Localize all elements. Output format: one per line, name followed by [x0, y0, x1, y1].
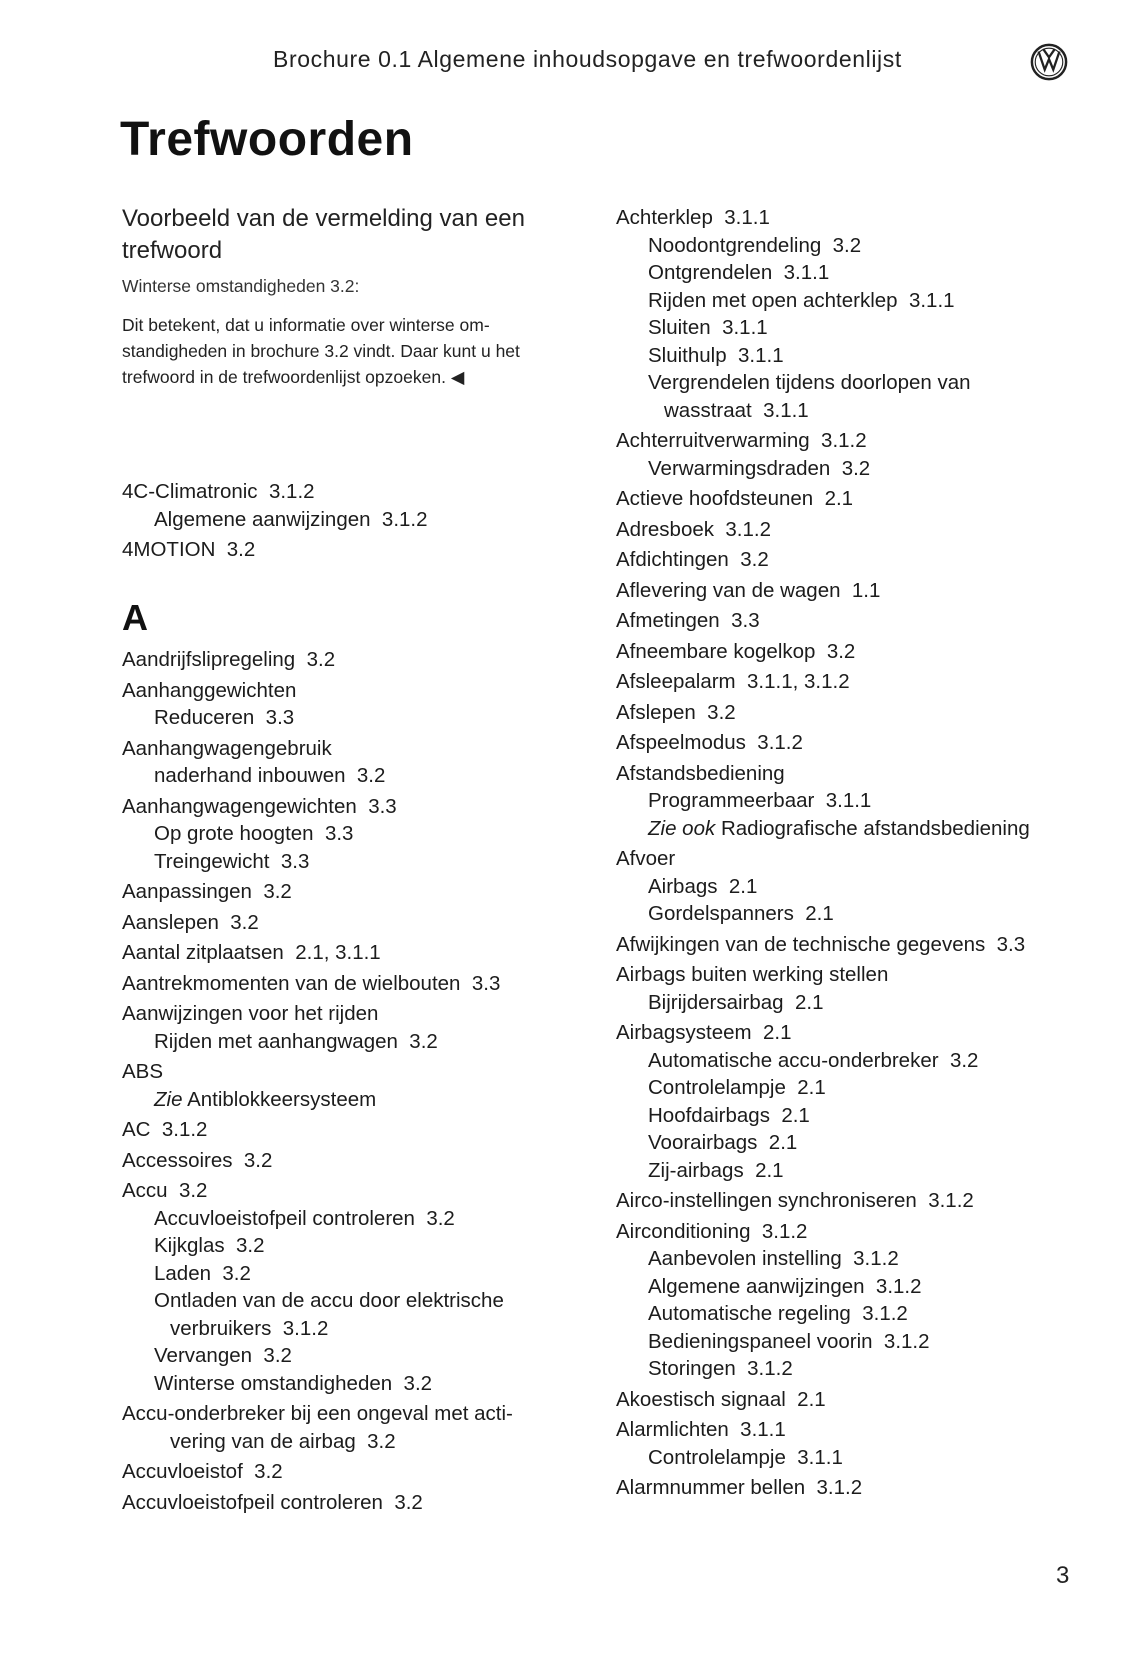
index-subentry — [616, 815, 1030, 843]
index-entry — [122, 1116, 513, 1144]
index-entry-text: Accuvloeistofpeil controleren 3.2 — [122, 1490, 423, 1514]
index-entry — [122, 970, 513, 998]
index-entry — [616, 1474, 1030, 1502]
index-entry-text: Afslepen 3.2 — [616, 700, 736, 724]
index-entry-text: naderhand inbouwen 3.2 — [154, 764, 386, 787]
index-entry-text: Vervangen 3.2 — [154, 1344, 292, 1367]
index-entry-text: Adresboek 3.1.2 — [616, 517, 771, 541]
letter-heading: A — [122, 597, 148, 638]
intro-text — [122, 312, 582, 390]
index-entry — [122, 793, 513, 821]
index-subentry — [616, 1129, 1030, 1157]
index-entry-text: Hoofdairbags 2.1 — [648, 1103, 810, 1127]
index-entry-text: Airconditioning 3.1.2 — [616, 1219, 808, 1243]
index-entry — [122, 1458, 513, 1486]
index-entry — [616, 1416, 1030, 1444]
page-title: Trefwoorden — [120, 113, 414, 166]
index-entry-text: Rijden met open achterklep 3.1.1 — [648, 288, 955, 312]
index-entry-text: Reduceren 3.3 — [154, 706, 295, 729]
index-entry-text: Airbags buiten werking stellen — [616, 963, 889, 986]
index-subentry — [616, 1074, 1030, 1102]
index-subentry — [122, 1028, 513, 1056]
index-subentry — [616, 1102, 1030, 1130]
index-entry-text: Vergrendelen tijdens doorlopen van — [648, 371, 971, 394]
running-header: Brochure 0.1 Algemene inhoudsopgave en trefwoordenlijst — [273, 46, 902, 72]
index-entry-text: Afdichtingen 3.2 — [616, 548, 769, 571]
index-entry — [122, 878, 513, 906]
index-entry — [616, 607, 1030, 635]
index-subentry — [616, 342, 1030, 370]
index-entry-text: Airbagsysteem 2.1 — [616, 1021, 792, 1044]
index-entry — [122, 1000, 513, 1028]
index-entry-text: Bedieningspaneel voorin 3.1.2 — [648, 1329, 930, 1353]
index-subentry — [616, 455, 1030, 483]
index-subentry — [122, 1342, 513, 1370]
index-entry-text: Storingen 3.1.2 — [648, 1357, 793, 1380]
index-entry-text: wasstraat 3.1.1 — [664, 398, 809, 422]
see-reference-label: Zie — [154, 1087, 183, 1111]
index-entry-text: Sluithulp 3.1.1 — [648, 343, 784, 367]
index-entry-text: Automatische accu-onderbreker 3.2 — [648, 1048, 979, 1072]
index-right-column — [616, 201, 1030, 1502]
index-subentry — [616, 900, 1030, 928]
index-entry-continuation — [122, 1428, 513, 1456]
vw-logo-icon — [1030, 43, 1068, 81]
index-entry-text: Afstandsbediening — [616, 761, 785, 785]
intro-heading: Voorbeeld van de vermelding van een trefwoord — [122, 205, 525, 264]
index-entry-text: Zij-airbags 2.1 — [648, 1158, 784, 1182]
index-entry-text: Actieve hoofdsteunen 2.1 — [616, 487, 854, 510]
index-entry-text: Controlelampje 2.1 — [648, 1076, 826, 1099]
index-subentry — [122, 1260, 513, 1288]
index-entry — [616, 729, 1030, 757]
index-numeric-list — [122, 475, 428, 564]
index-entry-text: Noodontgrendeling 3.2 — [648, 233, 862, 257]
index-entry — [616, 204, 1030, 232]
index-subentry — [122, 820, 513, 848]
index-subentry — [616, 259, 1030, 287]
index-entry — [616, 485, 1030, 513]
index-subentry — [616, 1047, 1030, 1075]
index-entry — [616, 577, 1030, 605]
index-entry — [616, 1187, 1030, 1215]
index-entry-text: Afneembare kogelkop 3.2 — [616, 639, 856, 663]
index-subentry — [122, 1086, 513, 1114]
index-entry-text: Accu 3.2 — [122, 1179, 208, 1202]
index-entry — [616, 760, 1030, 788]
index-subentry — [616, 1328, 1030, 1356]
index-entry — [122, 1058, 513, 1086]
index-entry — [122, 1147, 513, 1175]
index-entry-text: Kijkglas 3.2 — [154, 1234, 265, 1257]
index-entry-text: Ontgrendelen 3.1.1 — [648, 261, 830, 284]
index-entry-text: Aandrijfslipregeling 3.2 — [122, 648, 336, 671]
index-subentry — [616, 1245, 1030, 1273]
index-entry-text: Winterse omstandigheden 3.2 — [154, 1371, 433, 1395]
index-entry — [122, 646, 513, 674]
index-entry-text: Aanhangwagengebruik — [122, 736, 332, 760]
end-marker-icon: ◀ — [450, 367, 465, 387]
index-entry-text: Alarmnummer bellen 3.1.2 — [616, 1476, 863, 1499]
index-entry-text: 4MOTION 3.2 — [122, 538, 256, 561]
index-entry-text: Sluiten 3.1.1 — [648, 316, 768, 339]
index-subentry — [122, 848, 513, 876]
index-entry — [616, 546, 1030, 574]
index-entry-text: Achterruitverwarming 3.1.2 — [616, 429, 867, 452]
index-entry-text: Afmetingen 3.3 — [616, 609, 760, 632]
index-entry-text: Afsleepalarm 3.1.1, 3.1.2 — [616, 670, 850, 693]
index-entry-text: ABS — [122, 1060, 164, 1083]
index-entry-text: Ontladen van de accu door elektrische — [154, 1289, 504, 1312]
index-entry — [122, 909, 513, 937]
index-entry — [616, 516, 1030, 544]
index-entry-text: Treingewicht 3.3 — [154, 849, 310, 873]
index-entry-text: Controlelampje 3.1.1 — [648, 1445, 843, 1469]
index-entry-text: 4C-Climatronic 3.1.2 — [122, 480, 315, 503]
index-subentry — [616, 873, 1030, 901]
index-entry-text: Programmeerbaar 3.1.1 — [648, 789, 872, 812]
index-left-column — [122, 597, 513, 1516]
index-entry-text: Alarmlichten 3.1.1 — [616, 1418, 786, 1441]
index-entry-text: Airbags 2.1 — [648, 874, 758, 898]
index-entry-text: Laden 3.2 — [154, 1261, 251, 1285]
index-subentry — [122, 1232, 513, 1260]
index-entry-text: Akoestisch signaal 2.1 — [616, 1387, 826, 1411]
index-entry — [616, 699, 1030, 727]
index-entry-text: Aanhangwagengewichten 3.3 — [122, 794, 397, 818]
index-entry-text: Aanwijzingen voor het rijden — [122, 1002, 379, 1025]
index-entry-text: Gordelspanners 2.1 — [648, 902, 834, 925]
index-entry-text: Afwijkingen van de technische gegevens 3.3 — [616, 932, 1026, 956]
intro-paragraph: Dit betekent, dat u informatie over winterse om-standigheden in brochure 3.2 vindt. Daar kunt u het trefwoord in de trefwoordenlijst opzoeken. — [122, 315, 520, 387]
index-entry-text: Aanbevolen instelling 3.1.2 — [648, 1247, 899, 1270]
index-left-list — [122, 646, 513, 1516]
index-entry-text: Afspeelmodus 3.1.2 — [616, 731, 803, 754]
index-entry-text: Aflevering van de wagen 1.1 — [616, 578, 881, 602]
index-subentry — [616, 1444, 1030, 1472]
index-subentry — [616, 787, 1030, 815]
index-entry-text: Bijrijdersairbag 2.1 — [648, 990, 824, 1014]
index-entry-text: Aantrekmomenten van de wielbouten 3.3 — [122, 971, 501, 995]
index-entry-text: Aantal zitplaatsen 2.1, 3.1.1 — [122, 941, 381, 964]
index-entry — [122, 677, 513, 705]
index-subentry — [616, 1157, 1030, 1185]
index-entry — [616, 638, 1030, 666]
index-entry-continuation — [616, 397, 1030, 425]
intro-example: Winterse omstandigheden 3.2: — [122, 276, 360, 296]
index-subentry — [616, 1273, 1030, 1301]
index-entry-text: Algemene aanwijzingen 3.1.2 — [154, 507, 428, 531]
index-subentry — [616, 369, 1030, 397]
index-entry — [616, 961, 1030, 989]
index-entry-text: Aanpassingen 3.2 — [122, 880, 292, 903]
index-subentry — [616, 232, 1030, 260]
index-entry-text: Op grote hoogten 3.3 — [154, 822, 354, 845]
index-entry-text: Afvoer — [616, 847, 676, 870]
index-entry — [122, 939, 513, 967]
index-entry-text: Accessoires 3.2 — [122, 1148, 273, 1172]
index-entry-text: Accuvloeistofpeil controleren 3.2 — [154, 1206, 455, 1230]
index-subentry — [122, 506, 428, 534]
index-entry-text: Accuvloeistof 3.2 — [122, 1460, 283, 1483]
index-entry-text: Verwarmingsdraden 3.2 — [648, 456, 871, 480]
index-entry — [616, 427, 1030, 455]
index-entry — [122, 735, 513, 763]
index-subentry — [122, 1370, 513, 1398]
index-entry-text: Aanslepen 3.2 — [122, 910, 259, 934]
index-subentry — [616, 287, 1030, 315]
index-entry-text: verbruikers 3.1.2 — [170, 1316, 329, 1340]
see-reference-label: Zie ook — [648, 816, 716, 840]
index-entry-text: Automatische regeling 3.1.2 — [648, 1302, 908, 1325]
index-subentry — [122, 704, 513, 732]
index-entry — [616, 1386, 1030, 1414]
index-entry-text: Radiografische afstandsbediening — [720, 816, 1030, 840]
index-entry — [616, 931, 1030, 959]
index-subentry — [122, 1287, 513, 1315]
index-entry — [616, 668, 1030, 696]
index-subentry — [122, 1205, 513, 1233]
index-subentry — [616, 1355, 1030, 1383]
index-entry-continuation — [122, 1315, 513, 1343]
index-entry-text: Accu-onderbreker bij een ongeval met acti- — [122, 1402, 513, 1425]
index-subentry — [616, 1300, 1030, 1328]
index-entry-text: AC 3.1.2 — [122, 1118, 208, 1141]
index-subentry — [616, 989, 1030, 1017]
index-entry-text: Antiblokkeersysteem — [187, 1087, 377, 1111]
page-number: 3 — [1056, 1562, 1070, 1589]
index-entry — [122, 478, 428, 506]
index-entry-text: Voorairbags 2.1 — [648, 1131, 798, 1154]
index-entry — [616, 1218, 1030, 1246]
index-entry-text: Airco-instellingen synchroniseren 3.1.2 — [616, 1189, 974, 1212]
index-entry — [122, 1489, 513, 1517]
index-entry-text: Rijden met aanhangwagen 3.2 — [154, 1029, 438, 1053]
index-entry-text: Achterklep 3.1.1 — [616, 206, 770, 229]
index-subentry — [616, 314, 1030, 342]
index-entry — [616, 845, 1030, 873]
index-entry — [122, 1177, 513, 1205]
index-subentry — [122, 762, 513, 790]
index-entry-text: Algemene aanwijzingen 3.1.2 — [648, 1274, 922, 1298]
index-entry — [122, 1400, 513, 1428]
index-entry — [122, 536, 428, 564]
index-entry-text: vering van de airbag 3.2 — [170, 1429, 396, 1453]
index-entry-text: Aanhanggewichten — [122, 678, 297, 702]
index-entry — [616, 1019, 1030, 1047]
